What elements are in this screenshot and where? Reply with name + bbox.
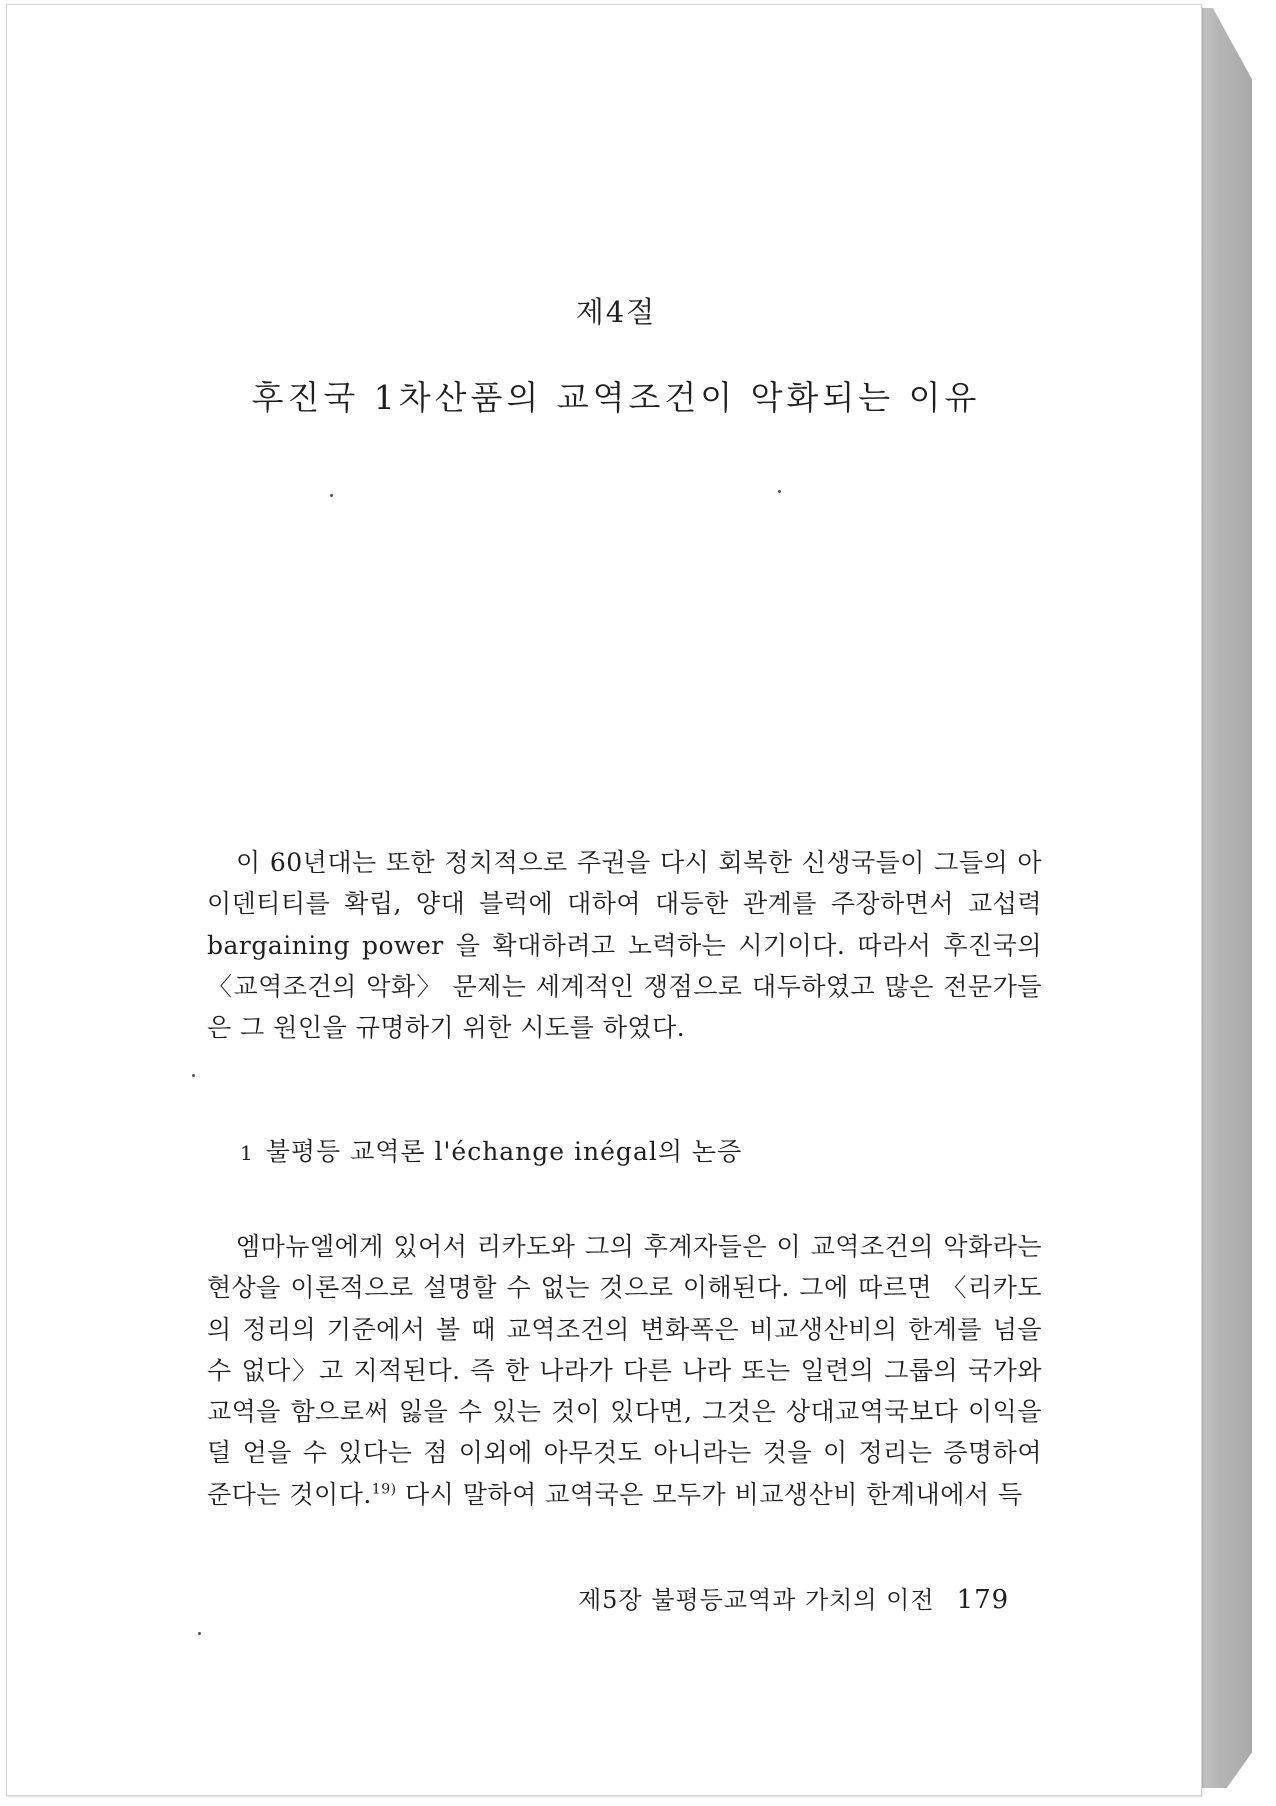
paragraph-1: 이 60년대는 또한 정치적으로 주권을 다시 회복한 신생국들이 그들의 아이덴티티를 확립, 양대 블럭에 대하여 대등한 관계를 주장하면서 교섭력 bargaining power 을 확대하려고 노력하는 시기이다. 따라서 후진국의 〈교역조건의 악화〉 문제는 세계적인 쟁점으로 대두하였고 많은 전문가들은 그 원인을 규명하기 위한 시도를 하였다. <box>207 848 1042 1043</box>
running-head: 제5장 불평등교역과 가치의 이전 <box>578 1586 935 1614</box>
section-title: 후진국 1차산품의 교역조건이 악화되는 이유 <box>251 378 981 417</box>
chapter-label: 제4절 <box>575 295 657 329</box>
subheading-text: 불평등 교역론 l'échange inégal의 논증 <box>265 1137 743 1166</box>
page-edge-shadow <box>1196 8 1252 1788</box>
scan-speck <box>198 1632 201 1635</box>
footnote-marker: 19) <box>371 1481 397 1498</box>
page-number: 179 <box>956 1585 1010 1615</box>
scan-speck <box>192 1074 195 1077</box>
scan-speck <box>330 494 333 497</box>
subheading-number: 1 <box>240 1141 254 1165</box>
paragraph-2-continuation: 다시 말하여 교역국은 모두가 비교생산비 한계내에서 득 <box>396 1479 1023 1509</box>
paragraph-2-text: 엠마뉴엘에게 있어서 리카도와 그의 후계자들은 이 교역조건의 악화라는 현상을 이론적으로 설명할 수 없는 것으로 이해된다. 그에 따르면 〈리카도의 정리의 기준에서 볼 때 교역조건의 변화폭은 비교생산비의 한계를 넘을 수 없다〉고 지적된다. 즉 한 나라가 다른 나라 또는 일련의 그룹의 국가와 교역을 함으로써 잃을 수 있는 것이 있다면, 그것은 상대교역국보다 이익을 덜 얻을 수 있다는 점 이외에 아무것도 아니라는 것을 이 정리는 증명하여 준다는 것이다. <box>207 1232 1042 1509</box>
scan-speck <box>778 490 781 493</box>
paragraph-2 <box>207 1226 1042 1515</box>
subheading <box>240 1132 742 1168</box>
page-footer <box>578 1580 1009 1615</box>
